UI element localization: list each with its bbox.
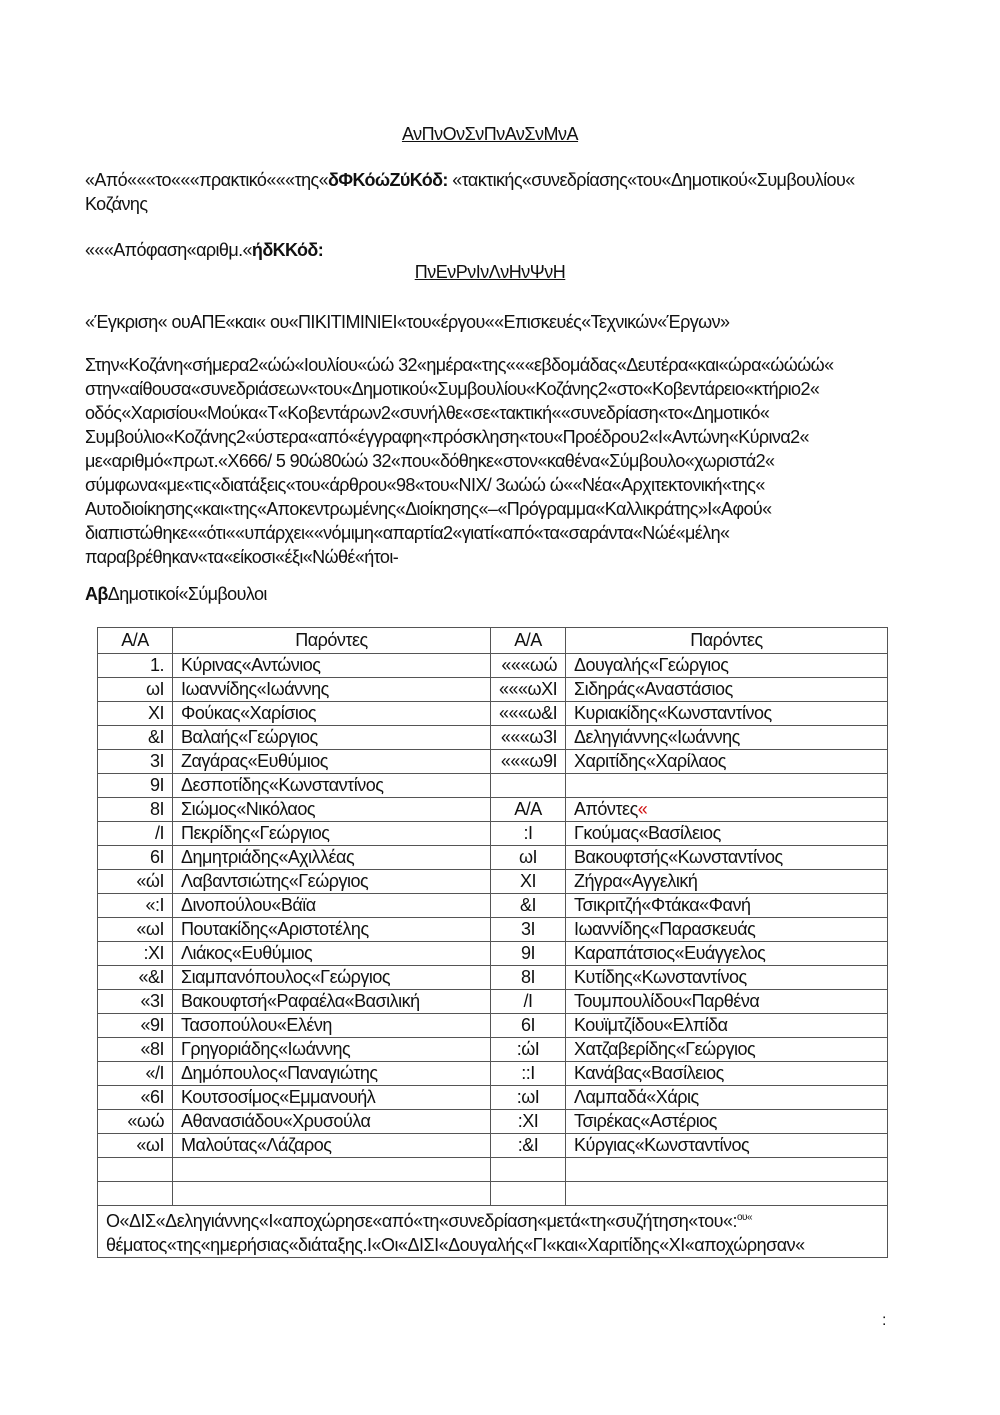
row-number: «3Ι (98, 990, 173, 1014)
row-number: «ωΙ (98, 918, 173, 942)
row-number: «ωΙ (98, 1134, 173, 1158)
table-row (98, 1086, 888, 1110)
table-row (98, 894, 888, 918)
table-row (98, 702, 888, 726)
absent-member-name: Τσιρέκας«Αστέριος (566, 1110, 888, 1134)
body-line: Συμβούλιο«Κοζάνης2«ύστερα«από«έγγραφη«πρόσκληση«του«Προέδρου2«Ι«Αντώνη«Κύρινα2« (85, 427, 809, 447)
member-name: Κουτσοσίμος«Εμμανουήλ (173, 1086, 491, 1110)
row-number: «««ωΧΙ (491, 678, 566, 702)
section-title: Δημοτικοί«Σύμβουλοι (107, 584, 267, 604)
table-row (98, 870, 888, 894)
absent-member-name: Τουμπουλίδου«Παρθένα (566, 990, 888, 1014)
empty-cell (566, 1158, 888, 1182)
body-line: στην«αίθουσα«συνεδριάσεων«του«Δημοτικού«Συμβουλίου«Κοζάνης2«στο«Κοβεντάρειο«κτήριο2« (85, 379, 820, 399)
absent-member-name: Κυτίδης«Κωνσταντίνος (566, 966, 888, 990)
row-number: 3Ι (98, 750, 173, 774)
member-name: Βαλαής«Γεώργιος (173, 726, 491, 750)
member-name: Σιαμπανόπουλος«Γεώργιος (173, 966, 491, 990)
member-name: Πεκρίδης«Γεώργιος (173, 822, 491, 846)
member-name: Χαριτίδης«Χαρίλαος (566, 750, 888, 774)
member-name: Δημητριάδης«Αχιλλέας (173, 846, 491, 870)
row-number: &Ι (98, 726, 173, 750)
absent-member-name: Κουϊμτζίδου«Ελπίδα (566, 1014, 888, 1038)
body-line: Στην«Κοζάνη«σήμερα2«ώώ«Ιουλίου«ώώ 32«ημέρα«της«««εβδομάδας«Δευτέρα«και«ώρα«ώώώώ« (85, 355, 834, 375)
section-letter: Αβ (85, 584, 108, 604)
absent-member-name: Χατζαβερίδης«Γεώργιος (566, 1038, 888, 1062)
row-number: «ωώ (98, 1110, 173, 1134)
row-number: «&Ι (98, 966, 173, 990)
footer-note-sup: ου« (736, 1212, 753, 1223)
council-members-table (97, 627, 888, 1258)
table-row-empty (98, 1158, 888, 1182)
table-row (98, 678, 888, 702)
absent-member-name: Γκούμας«Βασίλειος (566, 822, 888, 846)
table-row (98, 1110, 888, 1134)
empty-cell (491, 1182, 566, 1206)
row-number: :&Ι (491, 1134, 566, 1158)
row-number: :ΧΙ (98, 942, 173, 966)
table-row (98, 1062, 888, 1086)
row-number: «9Ι (98, 1014, 173, 1038)
table-row-empty (98, 1182, 888, 1206)
member-name: Κυριακίδης«Κωνσταντίνος (566, 702, 888, 726)
empty-cell (98, 1182, 173, 1206)
row-number: ΧΙ (491, 870, 566, 894)
absent-header-aa: Α/Α (491, 798, 566, 822)
row-number: /Ι (98, 822, 173, 846)
table-footer-row (98, 1206, 888, 1258)
subject-line (85, 310, 905, 334)
table-row (98, 942, 888, 966)
table-row (98, 1038, 888, 1062)
member-name: Δεληγιάννης«Ιωάννης (566, 726, 888, 750)
absent-member-name: Κύργιας«Κωνσταντίνος (566, 1134, 888, 1158)
table-row (98, 750, 888, 774)
body-line: Αυτοδιοίκησης«και«της«Αποκεντρωμένης«Διοίκησης«–«Πρόγραμμα«Καλλικράτης»Ι«Αφού« (85, 499, 772, 519)
row-number: ΧΙ (98, 702, 173, 726)
row-number: /Ι (491, 990, 566, 1014)
member-name: Σιώμος«Νικόλαος (173, 798, 491, 822)
decision-line (85, 238, 905, 262)
table-header-row (98, 628, 888, 654)
table-row (98, 654, 888, 678)
table-row (98, 966, 888, 990)
body-line: σύμφωνα«με«τις«διατάξεις«του«άρθρου«98«του«ΝΙΧ/ 3ωώώ ώ««Νέα«Αρχιτεκτονική«της« (85, 475, 765, 495)
header-aa: Α/Α (98, 628, 173, 654)
member-name: Σιδηράς«Αναστάσιος (566, 678, 888, 702)
empty-cell (566, 1182, 888, 1206)
absent-member-name: Τσικριτζή«Φτάκα«Φανή (566, 894, 888, 918)
document-title: ΑνΠνΟνΣνΠνΑνΣνΜνΑ (401, 124, 579, 144)
absent-member-name: Καραπάτσιος«Ευάγγελος (566, 942, 888, 966)
member-name (566, 774, 888, 798)
absent-member-name: Κανάβας«Βασίλειος (566, 1062, 888, 1086)
row-number: :ωΙ (491, 1086, 566, 1110)
table-row (98, 918, 888, 942)
intro-text-a: «Από«««το«««πρακτικό«««της« (85, 170, 328, 190)
absent-header-label: Απόντες (574, 799, 638, 819)
header-present: Παρόντες (173, 628, 491, 654)
row-number: «««ω3Ι (491, 726, 566, 750)
row-number: ωΙ (491, 846, 566, 870)
table-row (98, 798, 888, 822)
empty-cell (173, 1158, 491, 1182)
row-number: «««ωώ (491, 654, 566, 678)
member-name: Λαβαντσιώτης«Γεώργιος (173, 870, 491, 894)
row-number: ::Ι (491, 1062, 566, 1086)
member-name: Δουγαλής«Γεώργιος (566, 654, 888, 678)
header-present: Παρόντες (566, 628, 888, 654)
intro-text-city: Κοζάνης (85, 194, 148, 214)
member-name: Αθανασιάδου«Χρυσούλα (173, 1110, 491, 1134)
absent-member-name: Βακουφτσής«Κωνσταντίνος (566, 846, 888, 870)
intro-text-b: «τακτικής«συνεδρίασης«του«Δημοτικού«Συμβουλίου« (447, 170, 855, 190)
row-number: 9Ι (98, 774, 173, 798)
body-line: με«αριθμό«πρωτ.«Χ666/ 5 90ώ80ώώ 32«που«δόθηκε«στον«καθένα«Σύμβουλο«χωριστά2« (85, 451, 775, 471)
row-number: &Ι (491, 894, 566, 918)
row-number: «:Ι (98, 894, 173, 918)
decision-prefix: «««Απόφαση«αριθμ.« (85, 240, 252, 260)
page-number: : (882, 1312, 887, 1329)
row-number: 6Ι (491, 1014, 566, 1038)
row-number: 1. (98, 654, 173, 678)
table-footer-note (98, 1206, 888, 1258)
absent-member-name: Ζήγρα«Αγγελική (566, 870, 888, 894)
decision-number: ήδΚΚόδ: (251, 240, 324, 260)
empty-cell (173, 1182, 491, 1206)
member-name: Τασοπούλου«Ελένη (173, 1014, 491, 1038)
subject-text: «Έγκριση« ουΑΠΕ«και« ου«ΠΙΚΙΤΙΜΙΝΙΕΙ«του«έργου««Επισκευές«Τεχνικών«Έργων» (85, 312, 730, 332)
row-number: :Ι (491, 822, 566, 846)
member-name: Δινοπούλου«Βάϊα (173, 894, 491, 918)
absent-member-name: Ιωαννίδης«Παρασκευάς (566, 918, 888, 942)
footer-note-line1: Ο«ΔΙΣ«Δεληγιάννης«Ι«αποχώρησε«από«τη«συνεδρίαση«μετά«τη«συζήτηση«του«: (106, 1211, 737, 1231)
absent-marker: « (637, 799, 648, 819)
empty-cell (491, 1158, 566, 1182)
row-number: «/Ι (98, 1062, 173, 1086)
row-number (491, 774, 566, 798)
row-number: 6Ι (98, 846, 173, 870)
row-number: ωΙ (98, 678, 173, 702)
member-name: Ζαγάρας«Ευθύμιος (173, 750, 491, 774)
row-number: 3Ι (491, 918, 566, 942)
body-paragraph (85, 353, 905, 569)
row-number: 9Ι (491, 942, 566, 966)
summary-heading: ΠνΕνΡνΙνΛνΗνΨνΗ (414, 262, 566, 282)
table-row (98, 990, 888, 1014)
member-name: Δημόπουλος«Παναγιώτης (173, 1062, 491, 1086)
empty-cell (98, 1158, 173, 1182)
row-number: «««ω&Ι (491, 702, 566, 726)
table-row (98, 726, 888, 750)
body-line: διαπιστώθηκε««ότι««υπάρχει««νόμιμη«απαρτία2«γιατί«από«τα«σαράντα«Νώέ«μέλη« (85, 523, 730, 543)
row-number: «ώΙ (98, 870, 173, 894)
table-row (98, 1134, 888, 1158)
member-name: Μαλούτας«Λάζαρος (173, 1134, 491, 1158)
member-name: Πουτακίδης«Αριστοτέλης (173, 918, 491, 942)
member-name: Φούκας«Χαρίσιος (173, 702, 491, 726)
member-name: Κύρινας«Αντώνιος (173, 654, 491, 678)
intro-paragraph (85, 168, 905, 216)
member-name: Βακουφτσή«Ραφαέλα«Βασιλική (173, 990, 491, 1014)
absent-header (566, 798, 888, 822)
header-aa: Α/Α (491, 628, 566, 654)
row-number: «««ω9Ι (491, 750, 566, 774)
row-number: 8Ι (491, 966, 566, 990)
footer-note-line2: θέματος«της«ημερήσιας«διάταξης.Ι«Οι«ΔΙΣΙ«Δουγαλής«ΓΙ«και«Χαριτίδης«ΧΙ«αποχώρησαν« (106, 1235, 805, 1255)
member-name: Γρηγοριάδης«Ιωάννης (173, 1038, 491, 1062)
row-number: :ΧΙ (491, 1110, 566, 1134)
session-number: δΦΚόώΖύΚόδ: (327, 170, 448, 190)
table-row (98, 1014, 888, 1038)
row-number: :ώΙ (491, 1038, 566, 1062)
row-number: «8Ι (98, 1038, 173, 1062)
absent-member-name: Λαμπαδά«Χάρις (566, 1086, 888, 1110)
body-line: οδός«Χαρισίου«Μούκα«Τ«Κοβεντάρων2«συνήλθε«σε«τακτική««συνεδρίαση«το«Δημοτικό« (85, 403, 770, 423)
row-number: «6Ι (98, 1086, 173, 1110)
row-number: 8Ι (98, 798, 173, 822)
table-row (98, 822, 888, 846)
member-name: Λιάκος«Ευθύμιος (173, 942, 491, 966)
section-heading (85, 582, 905, 606)
table-row (98, 846, 888, 870)
body-line: παραβρέθηκαν«τα«είκοσι«έξι«Νώθέ«ήτοι- (85, 547, 399, 567)
member-name: Ιωαννίδης«Ιωάννης (173, 678, 491, 702)
member-name: Δεσποτίδης«Κωνσταντίνος (173, 774, 491, 798)
table-row (98, 774, 888, 798)
